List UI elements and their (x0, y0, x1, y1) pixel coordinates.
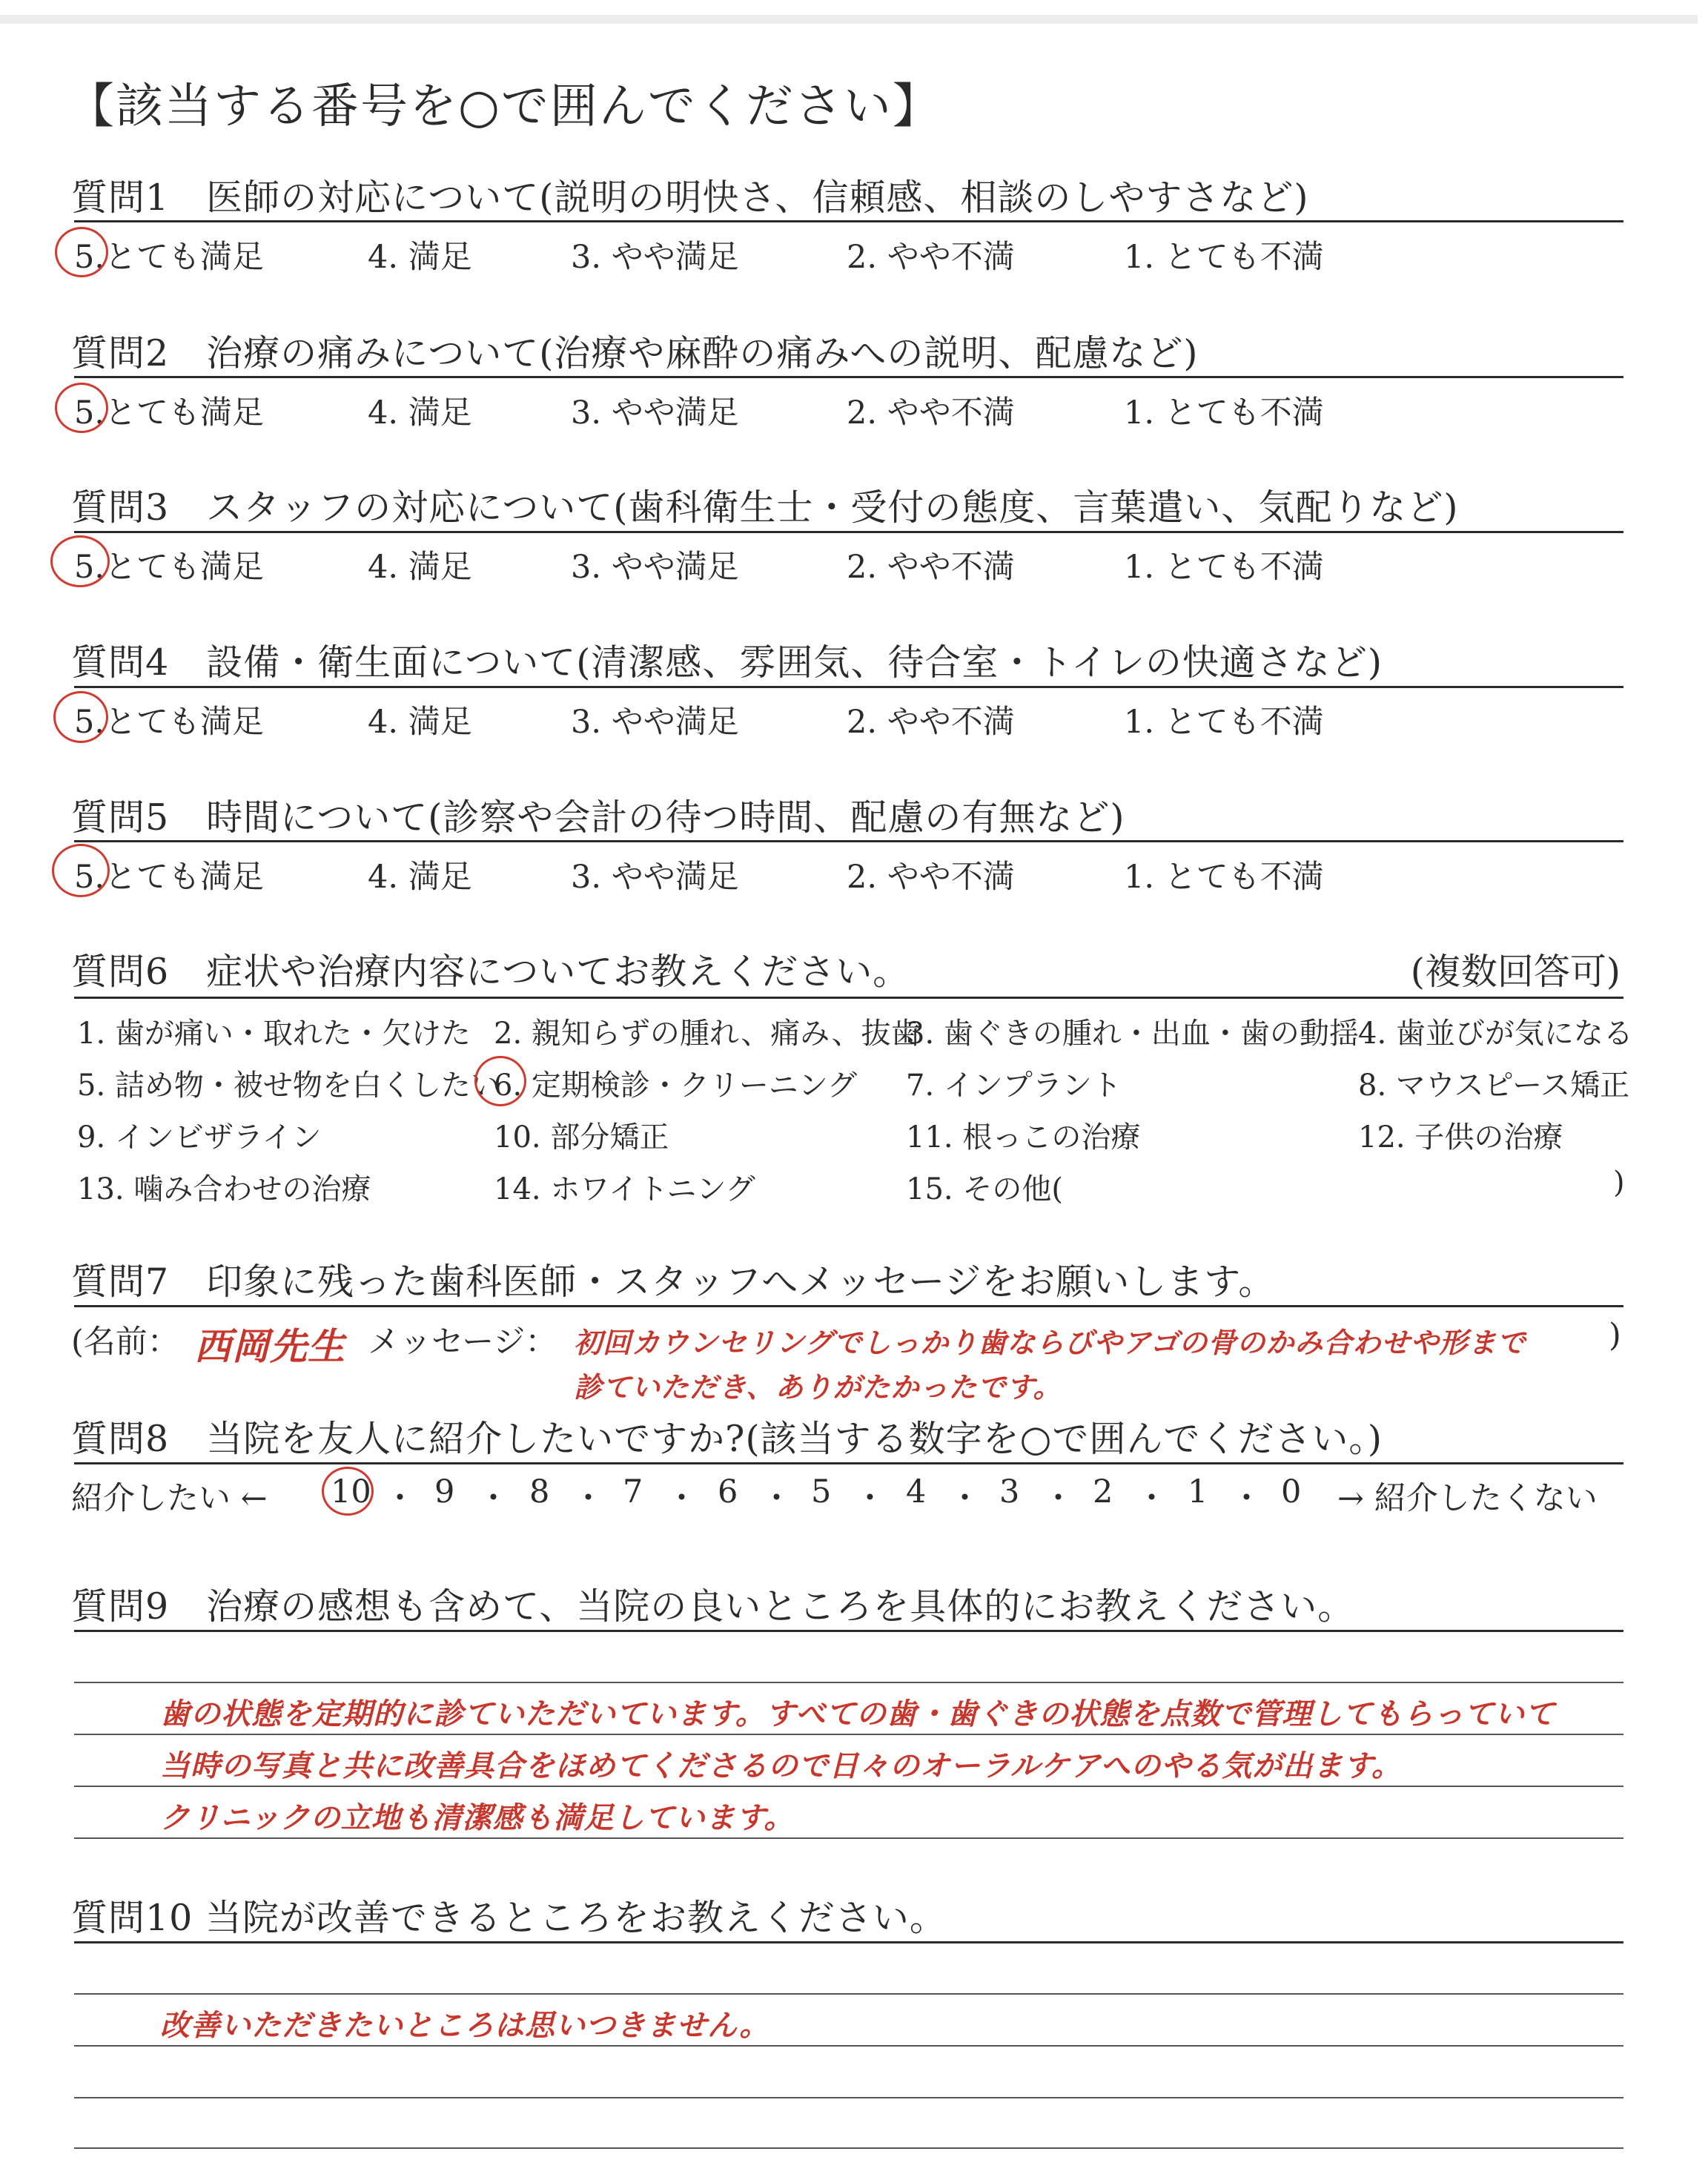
q5-option-3[interactable]: 3. やや満足 (571, 859, 739, 896)
question-6-rule (74, 997, 1623, 999)
q7-name-label: (名前： (71, 1324, 179, 1361)
q4-option-3[interactable]: 3. やや満足 (571, 704, 739, 741)
q8-selection-circle (322, 1467, 374, 1516)
question-10-title: 質問10 当院が改善できるところをお教えください。 (71, 1897, 947, 1939)
q6-option-1[interactable]: 1. 歯が痛い・取れた・欠けた (77, 1017, 471, 1051)
question-10-rule (74, 1941, 1623, 1943)
q8-separator: ・ (949, 1480, 981, 1517)
q7-message-line-1[interactable]: 初回カウンセリングでしっかり歯ならびやアゴの骨のかみ合わせや形まで (574, 1327, 1526, 1359)
q8-value-3[interactable]: 3 (999, 1473, 1020, 1510)
q8-separator: ・ (1231, 1480, 1262, 1517)
question-9-rule (74, 1630, 1623, 1632)
q2-option-2[interactable]: 2. やや不満 (847, 394, 1015, 432)
q2-selection-circle (55, 383, 108, 433)
q5-option-5[interactable]: 5.とても満足 (74, 859, 265, 896)
q9-answer-line (74, 1837, 1623, 1839)
q6-option-11[interactable]: 11. 根っこの治療 (906, 1120, 1141, 1155)
q9-answer-line (74, 1682, 1623, 1683)
q8-separator: ・ (1136, 1480, 1168, 1517)
question-5-rule (74, 840, 1623, 842)
q4-option-2[interactable]: 2. やや不満 (847, 704, 1015, 741)
q8-value-5[interactable]: 5 (811, 1473, 832, 1510)
q10-answer-line-1[interactable]: 改善いただきたいところは思いつきません。 (160, 2009, 770, 2043)
q8-value-4[interactable]: 4 (906, 1473, 927, 1510)
q8-separator: ・ (384, 1480, 416, 1517)
q3-option-1[interactable]: 1. とても不満 (1124, 549, 1324, 586)
question-9-title: 質問9 治療の感想も含めて、当院の良いところを具体的にお教えください。 (71, 1585, 1355, 1628)
q8-value-10[interactable]: 10 (331, 1473, 371, 1510)
q1-option-3[interactable]: 3. やや満足 (571, 239, 739, 276)
q6-selection-circle (474, 1056, 526, 1106)
question-3-title: 質問3 スタッフの対応について(歯科衛生士・受付の態度、言葉遣い、気配りなど) (71, 486, 1459, 529)
q4-option-4[interactable]: 4. 満足 (368, 704, 472, 741)
q7-close-paren: ) (1609, 1317, 1621, 1354)
q1-option-5[interactable]: 5.とても満足 (74, 239, 265, 276)
q8-value-9[interactable]: 9 (434, 1473, 455, 1510)
q6-option-3[interactable]: 3. 歯ぐきの腫れ・出血・歯の動揺 (906, 1017, 1359, 1051)
q7-message-label: メッセージ： (368, 1324, 557, 1361)
q1-option-2[interactable]: 2. やや不満 (847, 239, 1015, 276)
question-6-title: 質問6 症状や治療内容についてお教えください。 (71, 951, 910, 993)
q6-option-9[interactable]: 9. インビザライン (77, 1120, 322, 1155)
q2-option-3[interactable]: 3. やや満足 (571, 394, 739, 432)
q6-option-15[interactable]: 15. その他( (906, 1172, 1063, 1206)
q4-option-1[interactable]: 1. とても不満 (1124, 704, 1324, 741)
q6-option-13[interactable]: 13. 噛み合わせの治療 (77, 1172, 371, 1206)
question-3-rule (74, 531, 1623, 533)
q6-option-8[interactable]: 8. マウスピース矯正 (1358, 1069, 1630, 1103)
q5-option-2[interactable]: 2. やや不満 (847, 859, 1015, 896)
question-2-rule (74, 376, 1623, 378)
q8-separator: ・ (761, 1480, 792, 1517)
q9-answer-line-3[interactable]: クリニックの立地も清潔感も満足しています。 (160, 1801, 795, 1835)
q6-option-12[interactable]: 12. 子供の治療 (1358, 1120, 1563, 1155)
question-8-title: 質問8 当院を友人に紹介したいですか?(該当する数字を○で囲んでください。) (71, 1418, 1383, 1460)
question-4-rule (74, 686, 1623, 688)
q2-option-1[interactable]: 1. とても不満 (1124, 394, 1324, 432)
q10-answer-line (74, 2045, 1623, 2047)
q8-separator: ・ (1042, 1480, 1074, 1517)
question-2-title: 質問2 治療の痛みについて(治療や麻酔の痛みへの説明、配慮など) (71, 332, 1199, 374)
q10-answer-line (74, 2097, 1623, 2098)
q1-option-4[interactable]: 4. 満足 (368, 239, 472, 276)
q2-option-5[interactable]: 5.とても満足 (74, 394, 265, 432)
q8-value-8[interactable]: 8 (529, 1473, 550, 1510)
scan-top-edge (0, 15, 1698, 24)
q10-answer-line (74, 1993, 1623, 1995)
q8-value-2[interactable]: 2 (1093, 1473, 1113, 1510)
q5-option-1[interactable]: 1. とても不満 (1124, 859, 1324, 896)
q8-value-1[interactable]: 1 (1188, 1473, 1208, 1510)
q6-option-14[interactable]: 14. ホワイトニング (494, 1172, 755, 1206)
question-7-rule (74, 1305, 1623, 1307)
q7-message-line-2[interactable]: 診ていただき、ありがたかったです。 (574, 1371, 1062, 1404)
q8-value-7[interactable]: 7 (623, 1473, 643, 1510)
q6-option-2[interactable]: 2. 親知らずの腫れ、痛み、抜歯 (494, 1017, 921, 1051)
q9-answer-line (74, 1786, 1623, 1787)
q6-option-7[interactable]: 7. インプラント (906, 1069, 1122, 1103)
q4-selection-circle (53, 691, 108, 743)
question-4-title: 質問4 設備・衛生面について(清潔感、雰囲気、待合室・トイレの快適さなど) (71, 641, 1383, 684)
q8-left-label: 紹介したい ← (71, 1480, 268, 1517)
q8-value-0[interactable]: 0 (1281, 1473, 1302, 1510)
question-1-rule (74, 220, 1623, 222)
q3-option-5[interactable]: 5.とても満足 (74, 549, 265, 586)
q8-separator: ・ (572, 1480, 604, 1517)
q8-separator: ・ (666, 1480, 698, 1517)
question-6-note: (複数回答可) (1410, 951, 1621, 993)
form-heading: 【該当する番号を○で囲んでください】 (67, 79, 941, 134)
q3-selection-circle (50, 535, 110, 587)
q6-option-10[interactable]: 10. 部分矯正 (494, 1120, 669, 1155)
q3-option-2[interactable]: 2. やや不満 (847, 549, 1015, 586)
question-8-rule (74, 1462, 1623, 1464)
q3-option-3[interactable]: 3. やや満足 (571, 549, 739, 586)
q7-name-value[interactable]: 西岡先生 (194, 1325, 345, 1368)
q6-option-5[interactable]: 5. 詰め物・被せ物を白くしたい (77, 1069, 500, 1103)
q8-separator: ・ (854, 1480, 886, 1517)
q9-answer-line-1[interactable]: 歯の状態を定期的に診ていただいています。すべての歯・歯ぐきの状態を点数で管理してもらっていて (160, 1697, 1555, 1731)
q3-option-4[interactable]: 4. 満足 (368, 549, 472, 586)
question-1-title: 質問1 医師の対応について(説明の明快さ、信頼感、相談のしやすさなど) (71, 176, 1309, 219)
question-7-title: 質問7 印象に残った歯科医師・スタッフへメッセージをお願いします。 (71, 1261, 1276, 1303)
q6-option-6[interactable]: 6. 定期検診・クリーニング (494, 1069, 858, 1103)
q6-option-4[interactable]: 4. 歯並びが気になる (1358, 1017, 1633, 1051)
q8-right-label: → 紹介したくない (1337, 1480, 1598, 1517)
q2-option-4[interactable]: 4. 満足 (368, 394, 472, 432)
q9-answer-line-2[interactable]: 当時の写真と共に改善具合をほめてくださるので日々のオーラルケアへのやる気が出ます。 (160, 1749, 1402, 1783)
question-5-title: 質問5 時間について(診察や会計の待つ時間、配慮の有無など) (71, 796, 1125, 839)
q9-answer-line (74, 1734, 1623, 1735)
q8-value-6[interactable]: 6 (718, 1473, 738, 1510)
q1-option-1[interactable]: 1. とても不満 (1124, 239, 1324, 276)
q5-option-4[interactable]: 4. 満足 (368, 859, 472, 896)
q1-selection-circle (55, 227, 108, 277)
q8-separator: ・ (477, 1480, 509, 1517)
q10-answer-line (74, 2147, 1623, 2149)
q4-option-5[interactable]: 5.とても満足 (74, 704, 265, 741)
q6-option-15-close: ) (1613, 1166, 1625, 1200)
q5-selection-circle (52, 844, 110, 897)
